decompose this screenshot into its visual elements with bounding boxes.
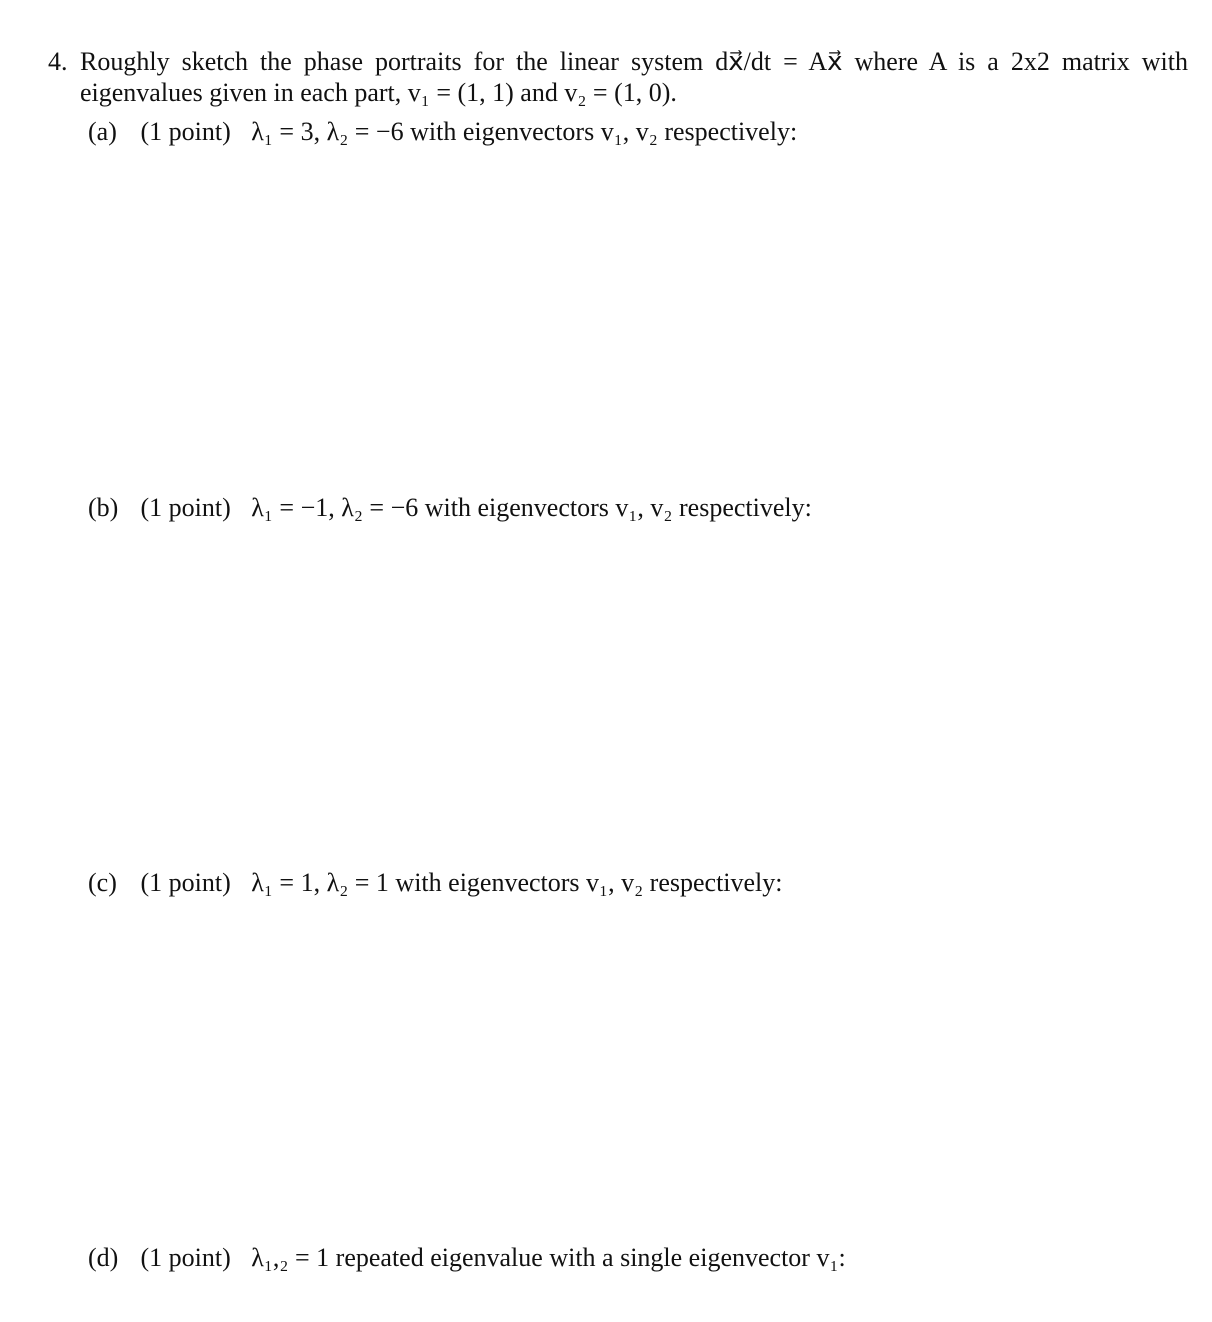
problem-intro-line-2: eigenvalues given in each part, v₁ = (1, 1) and v₂ = (1, 0). xyxy=(80,78,677,107)
part-label: (a) xyxy=(88,117,117,146)
part-a xyxy=(88,117,797,147)
part-label: (c) xyxy=(88,868,117,897)
part-b xyxy=(88,493,812,523)
part-points: (1 point) xyxy=(140,1243,231,1272)
part-label: (b) xyxy=(88,493,119,522)
part-points: (1 point) xyxy=(140,117,231,146)
part-text: λ₁ = −1, λ₂ = −6 with eigenvectors v₁, v₂ respectively: xyxy=(251,493,812,522)
part-label: (d) xyxy=(88,1243,119,1272)
part-text: λ₁ = 3, λ₂ = −6 with eigenvectors v₁, v₂ respectively: xyxy=(251,117,798,146)
part-points: (1 point) xyxy=(140,493,231,522)
part-d xyxy=(88,1243,846,1273)
problem-number: 4. xyxy=(48,47,68,76)
part-text: λ₁,₂ = 1 repeated eigenvalue with a single eigenvector v₁: xyxy=(251,1243,846,1272)
part-points: (1 point) xyxy=(140,868,231,897)
problem-intro-line-1: Roughly sketch the phase portraits for the linear system dx⃗/dt = Ax⃗ where A is a 2x2 matrix with xyxy=(80,47,1188,76)
part-c xyxy=(88,868,783,898)
part-text: λ₁ = 1, λ₂ = 1 with eigenvectors v₁, v₂ respectively: xyxy=(251,868,783,897)
